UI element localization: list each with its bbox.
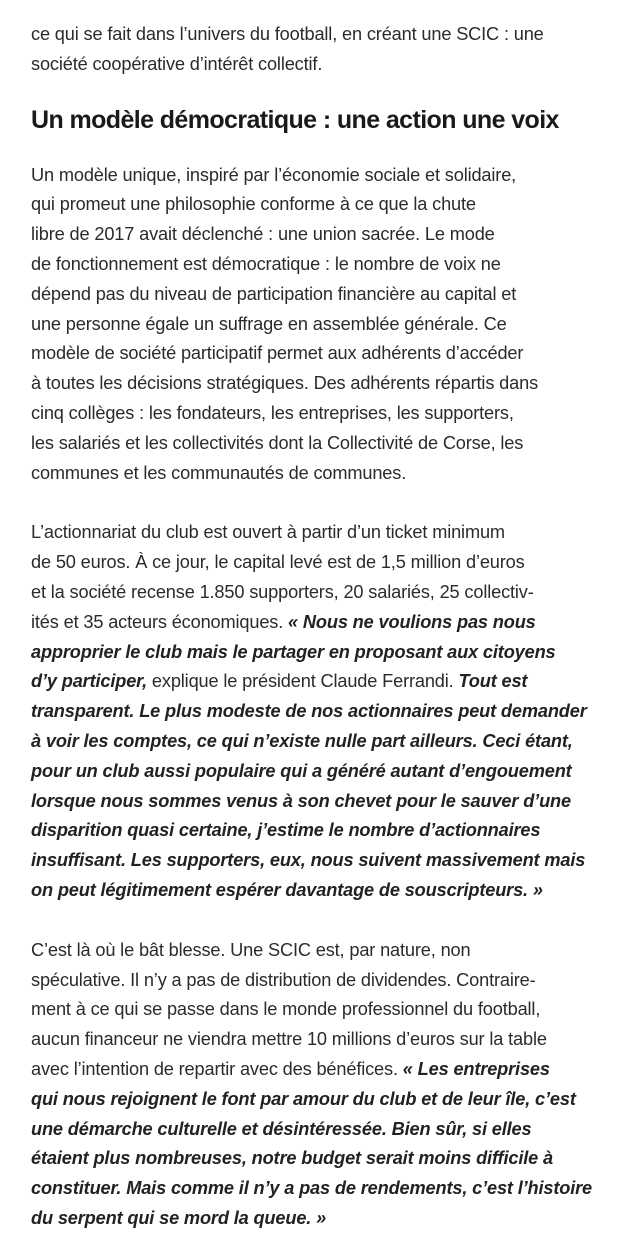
plain-text: avec l’intention de repartir avec des bénéfices.	[31, 1058, 403, 1079]
text-line: L’actionnariat du club est ouvert à partir d’un ticket minimum	[31, 522, 505, 543]
president-quote-line: disparition quasi certaine, j’estime le nombre d’actionnaires	[31, 820, 541, 841]
companies-quote-line: qui nous rejoignent le font par amour du club et de leur île, c’est	[31, 1088, 576, 1109]
president-quote-line: lorsque nous sommes venus à son chevet pour le sauver d’une	[31, 790, 571, 811]
text-line: les salariés et les collectivités dont la Collectivité de Corse, les	[31, 432, 524, 453]
text-line: spéculative. Il n’y a pas de distribution de dividendes. Contraire-	[31, 969, 536, 990]
text-line: C’est là où le bât blesse. Une SCIC est, par nature, non	[31, 939, 471, 960]
text-line: cinq collèges : les fondateurs, les entreprises, les supporters,	[31, 402, 514, 423]
president-quote-line: pour un club aussi populaire qui a généré autant d’engouement	[31, 760, 572, 781]
companies-quote-line: constituer. Mais comme il n’y a pas de rendements, c’est l’histoire	[31, 1178, 593, 1199]
president-quote-line: transparent. Le plus modeste de nos actionnaires peut demander	[31, 701, 587, 722]
paragraph-scic-nature	[31, 936, 621, 1234]
text-line: et la société recense 1.850 supporters, 20 salariés, 25 collectiv-	[31, 581, 534, 602]
companies-quote: « Les entreprises	[402, 1058, 550, 1079]
text-line: qui promeut une philosophie conforme à ce que la chute	[31, 194, 476, 215]
president-quote: « Nous ne voulions pas nous	[288, 611, 536, 632]
president-quote-line: à voir les comptes, ce qui n’existe nulle part ailleurs. Ceci étant,	[31, 730, 573, 751]
paragraph-spacer	[31, 488, 621, 518]
text-line: modèle de société participatif permet aux adhérents d’accéder	[31, 343, 524, 364]
text-line: ce qui se fait dans l’univers du football, en créant une SCIC : une	[31, 24, 544, 44]
paragraph-spacer	[31, 906, 621, 936]
president-quote: Tout est	[458, 671, 528, 692]
text-line	[31, 1055, 621, 1085]
intro-paragraph	[31, 20, 621, 80]
text-line: aucun financeur ne viendra mettre 10 millions d’euros sur la table	[31, 1029, 547, 1050]
text-line: à toutes les décisions stratégiques. Des adhérents répartis dans	[31, 373, 539, 394]
text-line: libre de 2017 avait déclenché : une union sacrée. Le mode	[31, 224, 495, 245]
article-body	[31, 20, 621, 1234]
text-line: de 50 euros. À ce jour, le capital levé est de 1,5 million d’euros	[31, 552, 525, 573]
paragraph-shareholding	[31, 518, 621, 905]
paragraph-democratic-model	[31, 161, 621, 489]
text-line	[31, 608, 621, 638]
text-line: une personne égale un suffrage en assemblée générale. Ce	[31, 313, 507, 334]
text-line: dépend pas du niveau de participation financière au capital et	[31, 283, 517, 304]
president-quote: d’y participer,	[31, 671, 148, 692]
plain-text: ités et 35 acteurs économiques.	[31, 611, 289, 632]
text-line: société coopérative d’intérêt collectif.	[31, 53, 323, 74]
companies-quote-line: du serpent qui se mord la queue. »	[31, 1207, 327, 1228]
president-quote-line: insuffisant. Les supporters, eux, nous suivent massivement mais	[31, 850, 586, 871]
text-line: ment à ce qui se passe dans le monde professionnel du football,	[31, 999, 541, 1020]
text-line: de fonctionnement est démocratique : le nombre de voix ne	[31, 253, 501, 274]
text-line	[31, 667, 621, 697]
text-line: communes et les communautés de communes.	[31, 462, 407, 483]
president-quote-line: on peut légitimement espérer davantage de souscripteurs. »	[31, 879, 543, 900]
section-heading: Un modèle démocratique : une action une voix	[31, 105, 559, 134]
companies-quote-line: une démarche culturelle et désintéressée. Bien sûr, si elles	[31, 1118, 532, 1139]
companies-quote-line: étaient plus nombreuses, notre budget serait moins difficile à	[31, 1148, 553, 1169]
president-quote-line: approprier le club mais le partager en proposant aux citoyens	[31, 641, 556, 662]
text-line: Un modèle unique, inspiré par l’économie sociale et solidaire,	[31, 164, 517, 185]
attribution-text: explique le président Claude Ferrandi.	[147, 671, 459, 692]
